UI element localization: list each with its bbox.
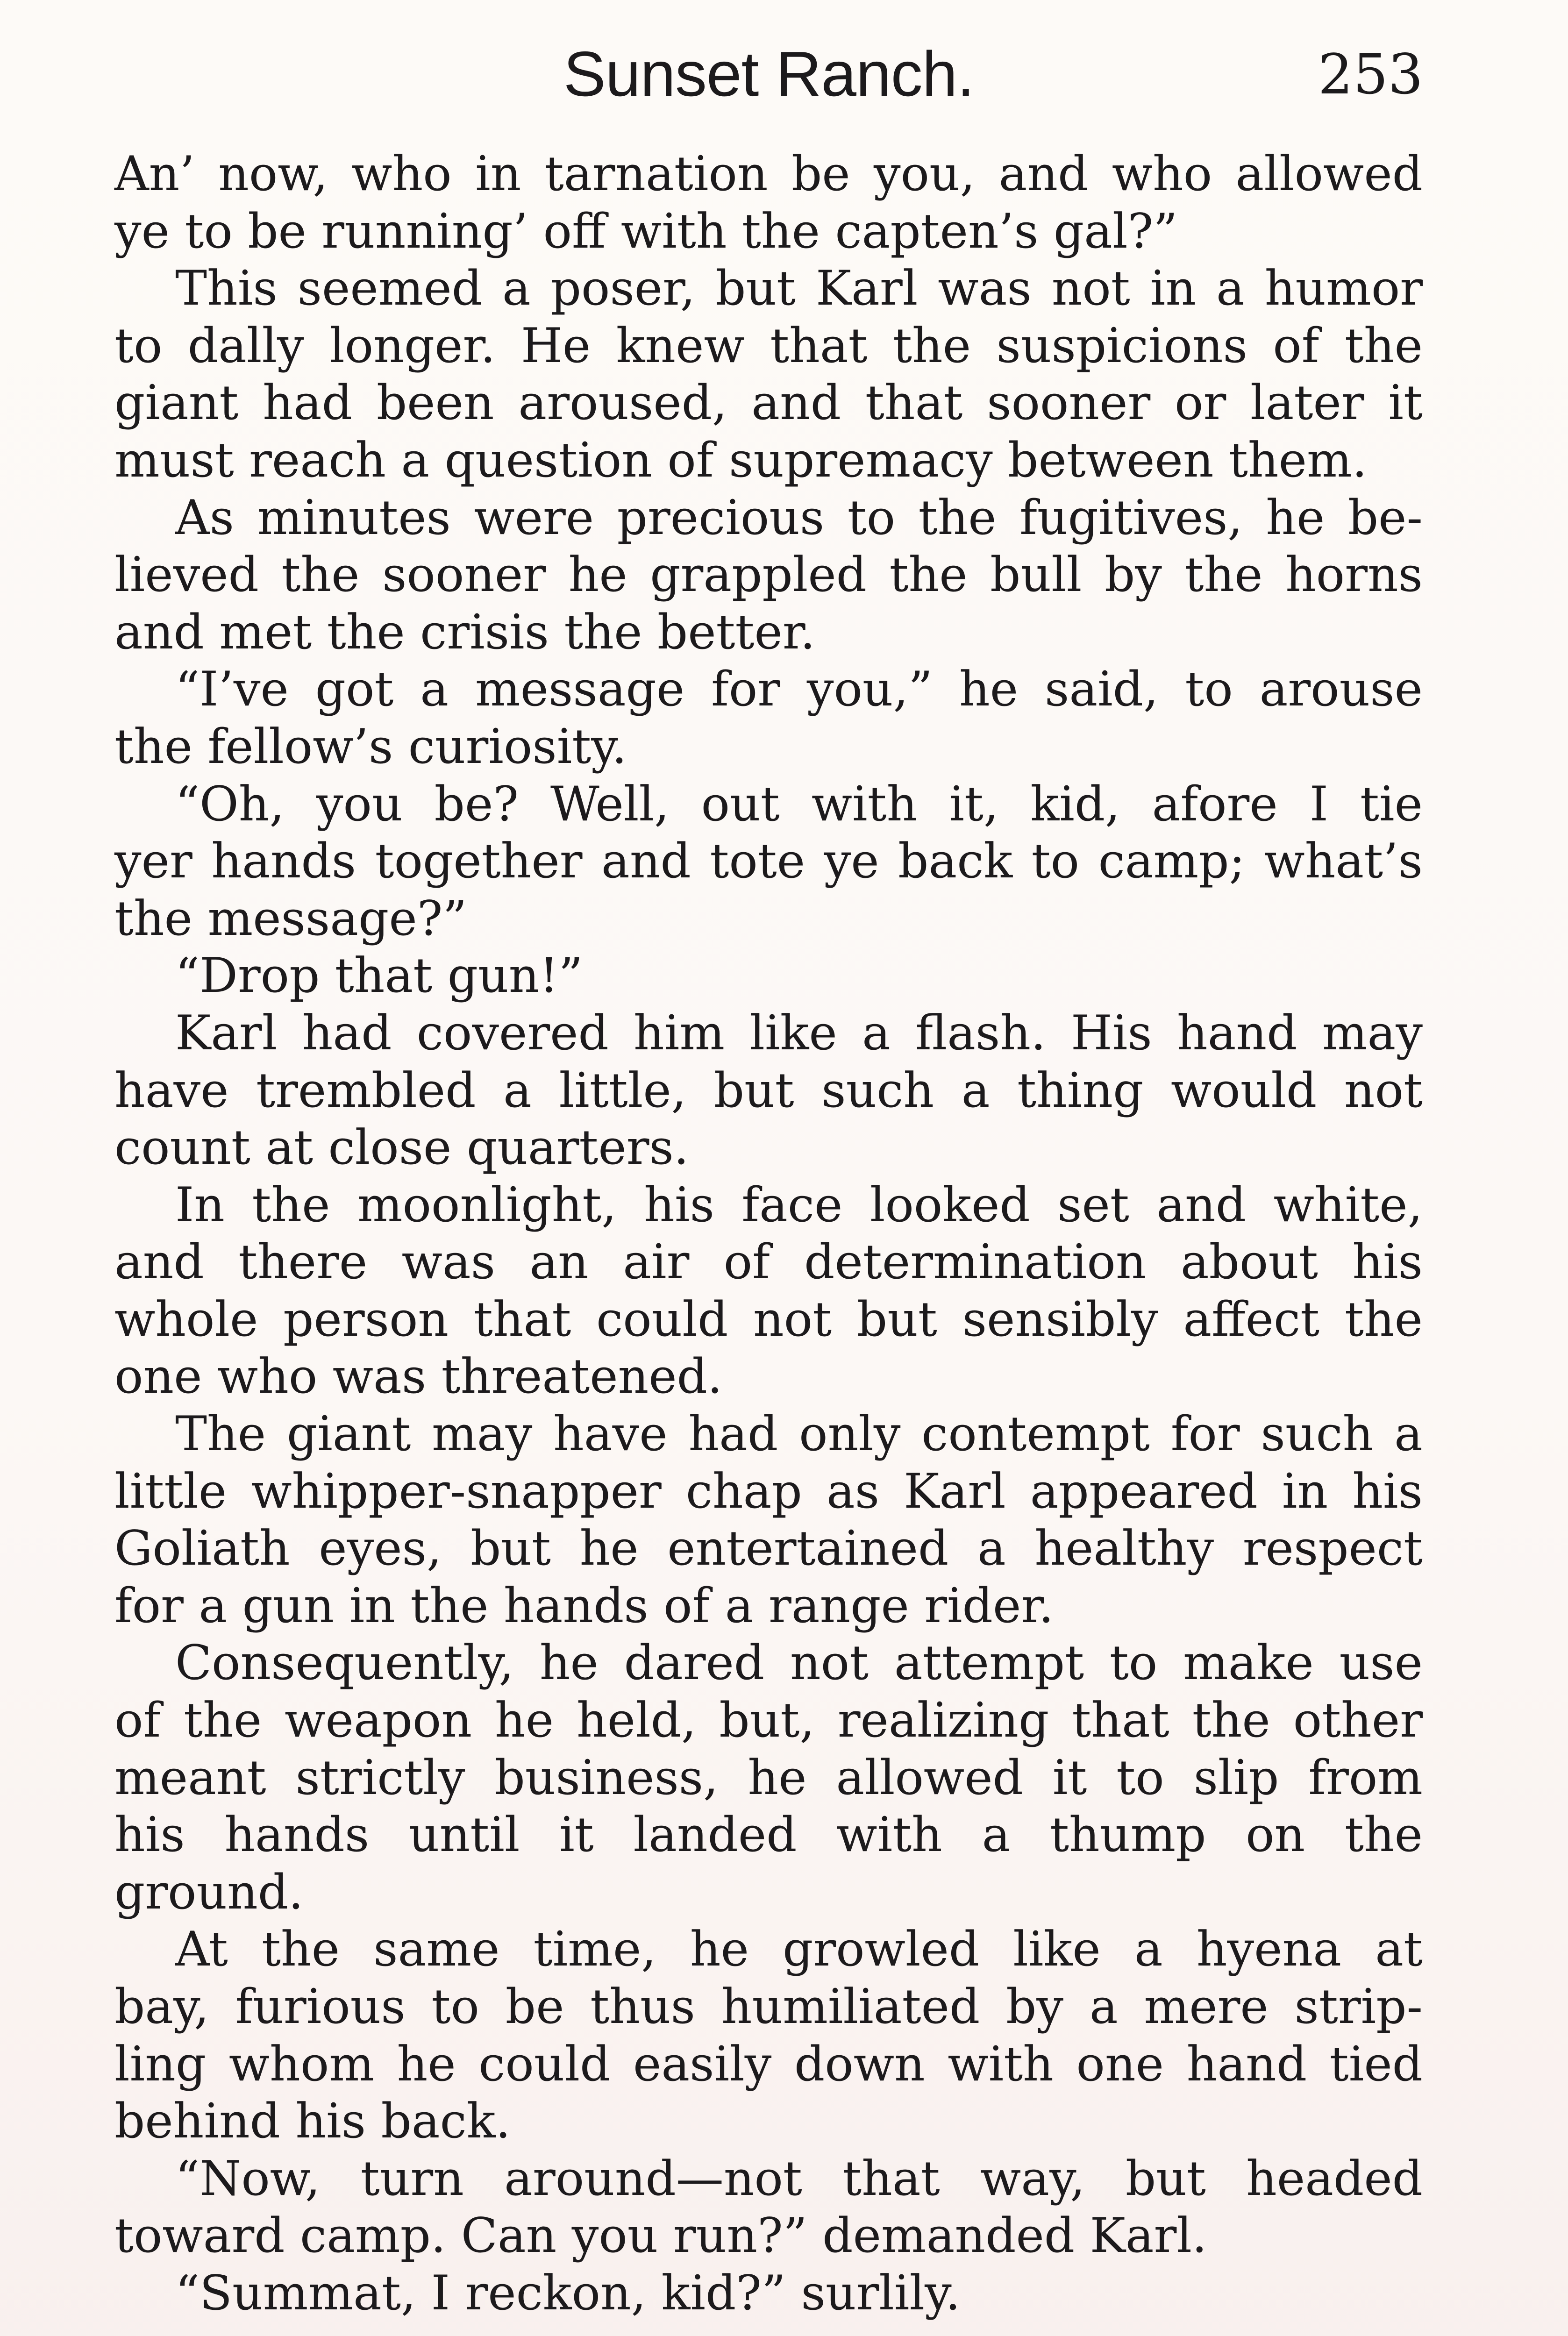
text-line: “Drop that gun!” xyxy=(175,948,583,1004)
text-line: An’ now, who in tarnation be you, and who allowed xyxy=(114,146,1423,202)
text-line: yer hands together and tote ye back to camp; what’s xyxy=(114,833,1423,890)
text-line: to dally longer. He knew that the suspicions of the xyxy=(114,318,1423,374)
paragraph xyxy=(114,2151,1423,2265)
text-line: little whipper-snapper chap as Karl appeared in his xyxy=(114,1463,1423,1519)
text-line: have trembled a little, but such a thing would not xyxy=(114,1062,1423,1118)
text-line: whole person that could not but sensibly affect the xyxy=(114,1291,1423,1347)
text-line: count at close quarters. xyxy=(114,1120,689,1176)
text-line: ground. xyxy=(114,1864,304,1920)
text-line: Karl had covered him like a flash. His hand may xyxy=(175,1005,1423,1061)
text-line: of the weapon he held, but, realizing that the other xyxy=(114,1693,1423,1749)
text-line: “Now, turn around—not that way, but headed xyxy=(175,2151,1423,2207)
text-line: toward camp. Can you run?” demanded Karl. xyxy=(114,2208,1207,2264)
text-line: must reach a question of supremacy between them. xyxy=(114,432,1368,488)
text-line: At the same time, he growled like a hyena at xyxy=(175,1922,1423,1978)
text-line: Consequently, he dared not attempt to make use xyxy=(175,1635,1423,1691)
paragraph xyxy=(114,776,1423,948)
text-line: and there was an air of determination about his xyxy=(114,1234,1423,1290)
text-line: The giant may have had only contempt for such a xyxy=(175,1406,1423,1462)
paragraph xyxy=(114,146,1423,260)
text-line: This seemed a poser, but Karl was not in a humor xyxy=(175,261,1423,317)
text-line: Goliath eyes, but he entertained a healthy respect xyxy=(114,1521,1423,1577)
running-title: Sunset Ranch. xyxy=(563,38,975,109)
paragraph xyxy=(114,661,1423,776)
text-line: In the moonlight, his face looked set and white, xyxy=(175,1177,1423,1233)
text-line: his hands until it landed with a thump on the xyxy=(114,1807,1423,1863)
page-number: 253 xyxy=(1318,42,1423,107)
text-line: “Oh, you be? Well, out with it, kid, afore I tie xyxy=(175,776,1423,832)
paragraph xyxy=(114,260,1423,489)
paragraph xyxy=(114,2265,1423,2322)
paragraph xyxy=(114,1635,1423,1921)
text-line: meant strictly business, he allowed it to slip from xyxy=(114,1750,1423,1806)
paragraph xyxy=(114,1177,1423,1406)
page-header xyxy=(114,28,1423,121)
text-line: As minutes were precious to the fugitives, he be- xyxy=(175,490,1423,546)
text-line: ling whom he could easily down with one hand tied xyxy=(114,2036,1423,2092)
text-line: “Summat, I reckon, kid?” surlily. xyxy=(175,2265,961,2321)
paragraph xyxy=(114,1921,1423,2150)
text-line: behind his back. xyxy=(114,2094,511,2150)
text-line: giant had been aroused, and that sooner or later it xyxy=(114,375,1423,431)
text-line: ye to be running’ off with the capten’s gal?” xyxy=(114,203,1178,259)
text-line: the message?” xyxy=(114,890,467,947)
text-line: “I’ve got a message for you,” he said, to arouse xyxy=(175,662,1423,718)
text-line: and met the crisis the better. xyxy=(114,604,815,660)
text-line: one who was threatened. xyxy=(114,1349,723,1405)
body-text xyxy=(114,146,1423,2322)
paragraph xyxy=(114,947,1423,1005)
paragraph xyxy=(114,1406,1423,1635)
paragraph xyxy=(114,490,1423,662)
text-line: for a gun in the hands of a range rider. xyxy=(114,1578,1054,1634)
text-line: the fellow’s curiosity. xyxy=(114,719,627,775)
paragraph xyxy=(114,1005,1423,1177)
text-line: bay, furious to be thus humiliated by a mere strip- xyxy=(114,1979,1423,2035)
text-line: lieved the sooner he grappled the bull by the horns xyxy=(114,547,1423,603)
